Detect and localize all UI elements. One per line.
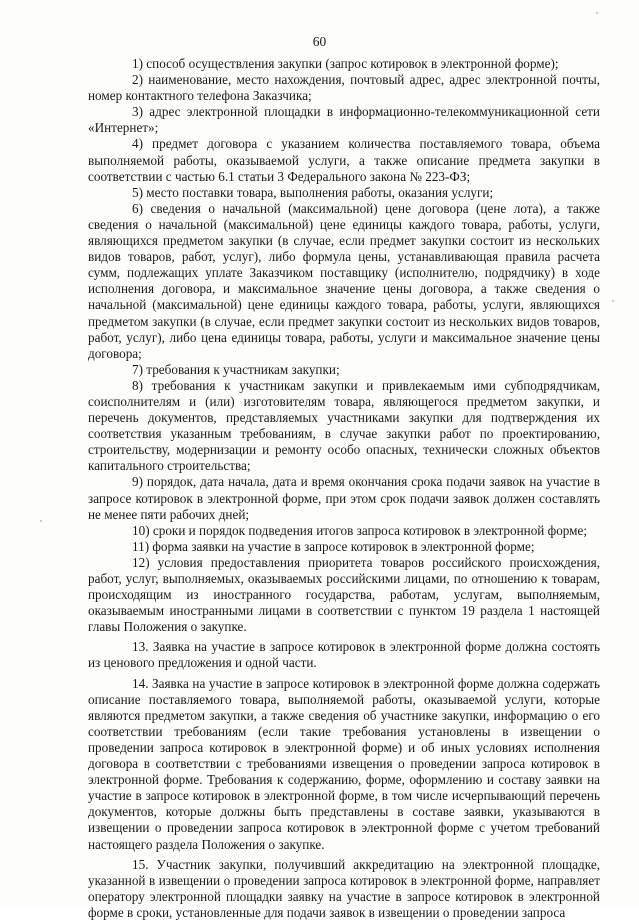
- paragraph-4: 4) предмет договора с указанием количества поставляемого товара, объема выполняемой работы, оказываемой услуги, а также описание предмета закупки в соответствии с частью 6.1 статьи 3 Федерального закона № 223-ФЗ;: [88, 136, 600, 184]
- scan-speck: [40, 520, 42, 522]
- paragraph-2: 2) наименование, место нахождения, почтовый адрес, адрес электронной почты, номер контактного телефона Заказчика;: [88, 72, 600, 104]
- paragraph-3: 3) адрес электронной площадки в информационно-телекоммуникационной сети «Интернет»;: [88, 104, 600, 136]
- document-body: [88, 56, 600, 921]
- paragraph-12: 12) условия предоставления приоритета товаров российского происхождения, работ, услуг, выполняемых, оказываемых российскими лицами, по отношению к товарам, происходящим из иностранного государства, работам, услугам, выполняемым, оказываемым иностранными лицами в соответствии с пунктом 19 раздела 1 настоящей главы Положения о закупке.: [88, 554, 600, 635]
- paragraph-14: 14. Заявка на участие в запросе котировок в электронной форме должна содержать описание поставляемого товара, выполняемой работы, оказываемой услуги, которые являются предметом закупки, а также сведения об участнике закупки, информацию о его соответствии требованиям (если такие требования установлены в извещении о проведении запроса котировок в электронной форме) и об иных условиях исполнения договора в соответствии с требованиями извещения о проведении запроса котировок в электронной форме. Требования к содержанию, форме, оформлению и составу заявки на участие в запросе котировок в электронной форме, в том числе исчерпывающий перечень документов, которые должны быть представлены в составе заявки, указываются в извещении о проведении запроса котировок в электронной форме с учетом требований настоящего раздела Положения о закупке.: [88, 675, 600, 852]
- scan-speck: [612, 300, 614, 302]
- paragraph-15: 15. Участник закупки, получивший аккредитацию на электронной площадке, указанной в извещении о проведении запроса котировок в электронной форме, направляет оператору электронной площадки заявку на участие в запросе котировок в электронной форме в сроки, установленные для подачи заявок в извещении о проведении запроса: [88, 856, 600, 920]
- paragraph-8: 8) требования к участникам закупки и привлекаемым ими субподрядчикам, соисполнителям и (или) изготовителям товара, являющегося предметом закупки, и перечень документов, представляемых участниками закупки для подтверждения их соответствия указанным требованиям, в случае закупки работ по проектированию, строительству, модернизации и ремонту особо опасных, технически сложных объектов капитального строительства;: [88, 377, 600, 474]
- page-number: 60: [312, 34, 327, 49]
- paragraph-11: 11) форма заявки на участие в запросе котировок в электронной форме;: [132, 538, 535, 554]
- paragraph-13: 13. Заявка на участие в запросе котировок в электронной форме должна состоять из ценового предложения и одной части.: [88, 639, 600, 671]
- scan-speck: [596, 12, 598, 14]
- paragraph-7: 7) требования к участникам закупки;: [132, 361, 340, 377]
- paragraph-6: 6) сведения о начальной (максимальной) цене договора (цене лота), а также сведения о начальной (максимальной) цене единицы каждого товара, работы, услуги, являющихся предметом закупки (в случае, если предмет закупки состоит из нескольких видов товаров, работ, услуг), либо формула цены, устанавливающая правила расчета сумм, подлежащих уплате Заказчиком поставщику (исполнителю, подрядчику) в ходе исполнения договора, и максимальное значение цены договора, а также сведения о начальной (максимальной) цене единицы каждого товара, работы, услуги, являющихся предметом закупки (в случае, если предмет закупки состоит из нескольких видов товаров, работ, услуг), либо цена единицы товара, работы, услуги и максимальное значение цены договора;: [88, 200, 600, 361]
- paragraph-9: 9) порядок, дата начала, дата и время окончания срока подачи заявок на участие в запросе котировок в электронной форме, при этом срок подачи заявок должен составлять не менее пяти рабочих дней;: [88, 474, 600, 522]
- paragraph-1: 1) способ осуществления закупки (запрос котировок в электронной форме);: [132, 56, 559, 71]
- paragraph-10: 10) сроки и порядок подведения итогов запроса котировок в электронной форме;: [132, 522, 588, 538]
- paragraph-5: 5) место поставки товара, выполнения работы, оказания услуги;: [132, 184, 494, 200]
